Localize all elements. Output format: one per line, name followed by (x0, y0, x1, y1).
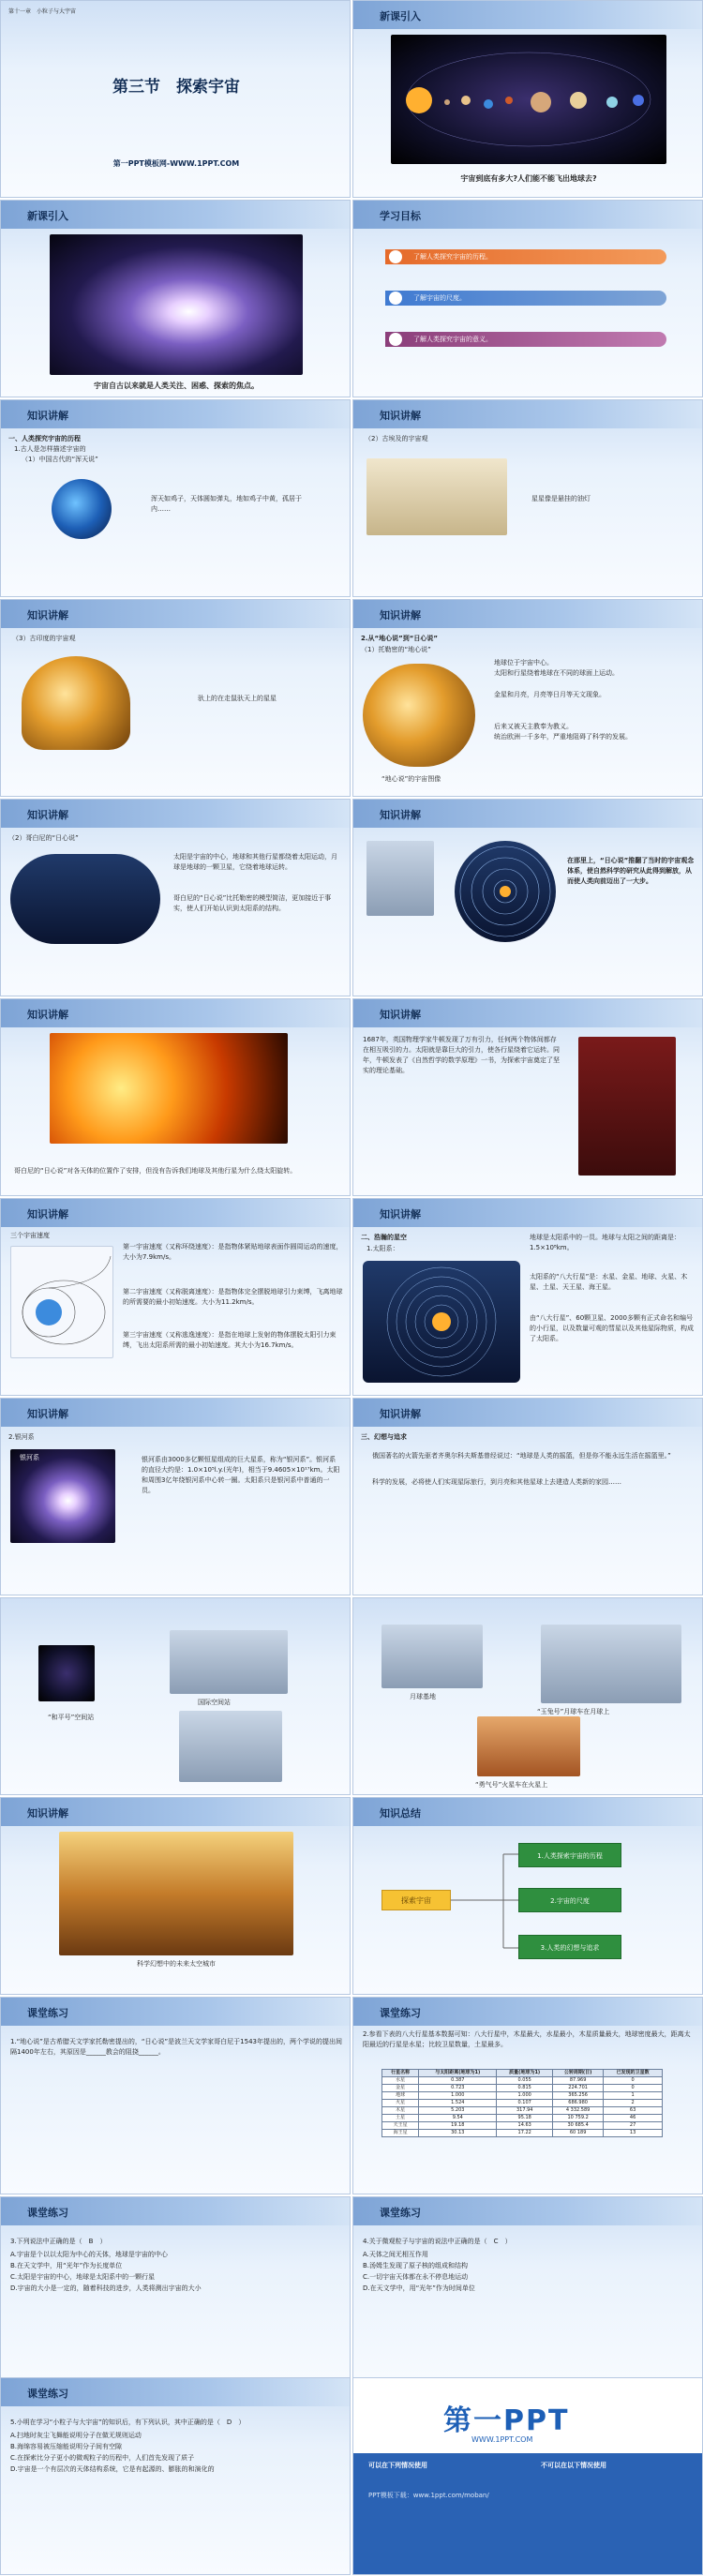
slide-16[interactable] (352, 1398, 703, 1595)
newton-body: 1687年，英国物理学家牛顿发现了万有引力，任何两个物体间都存在相互吸引的力。太阳就是靠巨大的引力，使各行星绕着它运转。同年，牛顿发表了《自然哲学的数学原理》一书，为探索宇宙奠定了坚实的理论基础。 (363, 1036, 560, 1074)
table-row (382, 2077, 663, 2085)
section-heading: 一、人类探究宇宙的历程 (8, 435, 81, 442)
table-row (382, 2085, 663, 2092)
table-cell: 0.107 (497, 2100, 553, 2107)
table-cell: 火星 (382, 2100, 419, 2107)
image-caption-moon-base: 月球基地 (410, 1693, 436, 1700)
image-caption-mir: “和平号”空间站 (48, 1714, 95, 1721)
slide-caption: 哥白尼的“日心说”对各天体的位置作了安排，但没有告诉我们地球及其他行星为什么绕太阳旋转。 (14, 1167, 297, 1175)
table-cell: 4 332.589 (553, 2107, 604, 2115)
theory-point-4: 后来又被天主教奉为教义。 (494, 723, 573, 730)
moon-base-image (381, 1625, 483, 1688)
slide-12[interactable] (352, 998, 703, 1196)
table-cell: 金星 (382, 2085, 419, 2092)
chapter-label: 第十一章 小粒子与大宇宙 (8, 8, 77, 15)
slide-title: 课堂练习 (380, 2207, 421, 2219)
footer-link[interactable]: PPT模板下载：www.1ppt.com/moban/ (368, 2492, 489, 2499)
slide-18[interactable] (352, 1597, 703, 1795)
table-cell: 木星 (382, 2107, 419, 2115)
orbit-rings (455, 841, 556, 942)
solar-system-body: 地球是太阳系中的一员。地球与太阳之间的距离是：1.5×10⁸km。 (530, 1234, 681, 1251)
slide-title: 新课引入 (380, 10, 421, 22)
cosmic-velocity-diagram (10, 1246, 113, 1358)
mir-station-image (38, 1645, 95, 1701)
planets-list: 太阳系的“八大行星”是：水星、金星、地球、火星、木星、土星、天王星、海王星。 (530, 1273, 688, 1291)
option-a: A.天体之间无相互作用 (363, 2251, 428, 2258)
egyptian-cosmos-image (366, 458, 507, 535)
slide-title: 知识讲解 (27, 1208, 68, 1221)
brand-url: WWW.1PPT.COM (471, 2435, 533, 2444)
exercise-2: 2.参看下表的八大行星基本数据可知：八大行星中，木星最大，水星最小，木星质量最大，地球密度最大，距离太阳最近的行星是水星；比较卫星数量，土星最多。 (363, 2030, 691, 2048)
slide-20[interactable] (352, 1797, 703, 1995)
slide-title: 知识总结 (380, 1807, 421, 1820)
goal-item-3 (385, 332, 666, 347)
table-cell: 30 685.4 (553, 2122, 604, 2130)
option-c: C.在探索比分子更小的微观粒子的历程中，人们首先发现了质子 (10, 2454, 195, 2462)
summary-item-1: 1.人类探索宇宙的历程 (518, 1843, 621, 1867)
galaxy-body: 银河系由3000多亿颗恒星组成的巨大星系，称为“银河系”。银河系的直径大约是：1.0×10⁵l.y.(光年)，相当于9.4605×10¹⁷km。太阳和周围3亿年绕银河系中心转一圈。太阳系只是银河系中普通的一员。 (142, 1456, 340, 1494)
table-cell: 水星 (382, 2077, 419, 2085)
slide-13[interactable] (0, 1198, 351, 1396)
topic-label: （3）古印度的宇宙观 (12, 635, 76, 642)
topic-body: 浑天如鸡子，天体圆如弹丸，地如鸡子中黄，孤居于内…… (151, 495, 302, 513)
solar-system-lineup-image (50, 1033, 288, 1144)
slide-caption: 科学幻想中的未来太空城市 (137, 1960, 216, 1968)
theory-point-2: 太阳和行星绕着地球在不同的球面上运动。 (494, 669, 619, 677)
slide-3[interactable] (0, 200, 351, 397)
option-b: B.在天文学中，用“光年”作为长度单位 (10, 2262, 123, 2269)
brand-logo: 第一PPT (443, 2404, 570, 2437)
copernicus-portrait (366, 841, 434, 916)
planet-data-table (381, 2069, 663, 2137)
slide-7[interactable] (0, 599, 351, 797)
slide-title: 课堂练习 (27, 2007, 68, 2019)
image-caption-iss: 国际空间站 (198, 1699, 231, 1706)
table-cell: 13 (604, 2130, 663, 2137)
slide-title: 第三节 探索宇宙 (112, 78, 240, 97)
table-cell: 天王星 (382, 2122, 419, 2130)
section-heading: 2.从“地心说”到“日心说” (361, 635, 438, 642)
slide-23[interactable] (0, 2196, 351, 2394)
goal-number: 1 (389, 250, 402, 263)
table-cell: 0 (604, 2085, 663, 2092)
theory-point-1: 地球位于宇宙中心。 (494, 659, 553, 666)
option-b: B.海绵容易被压缩能说明分子间有空隙 (10, 2443, 123, 2450)
solar-system-composition: 由“八大行星”、60颗卫星、2000多颗有正式命名和编号的小行星，以及数量可观的彗星以及其他星际物质，构成了太阳系。 (530, 1314, 694, 1342)
theory-significance: 在那里上，“日心说”推翻了当时的宇宙观念体系，使自然科学的研究从此得到解放，从而使人类向前迈出了一大步。 (567, 857, 695, 885)
slide-caption: 宇宙自古以来就是人类关注、困惑、探索的焦点。 (94, 382, 259, 390)
galaxy-image (50, 234, 303, 375)
table-row (382, 2130, 663, 2137)
slide-title: 知识讲解 (380, 609, 421, 622)
yutu-rover-image (541, 1625, 681, 1703)
slide-15[interactable] (0, 1398, 351, 1595)
exercise-1: 1.“地心说”是古希腊天文学家托勒密提出的，“日心说”是波兰天文学家哥白尼于1543年提出的，两个学说的提出间隔1400年左右，其原因是______教会的阻挠______。 (10, 2038, 342, 2056)
summary-center-box: 探索宇宙 (381, 1890, 451, 1910)
heliocentric-orbit-image (10, 854, 160, 944)
goal-number: 3 (389, 333, 402, 346)
slide-25[interactable] (0, 2377, 351, 2575)
planets-illustration (391, 35, 666, 164)
table-cell: 0 (604, 2077, 663, 2085)
topic-label: （1）托勒密的“地心说” (361, 646, 431, 653)
table-header-row (382, 2070, 663, 2077)
slide-26[interactable] (352, 2377, 703, 2575)
slide-14[interactable] (352, 1198, 703, 1396)
milky-way-image (10, 1449, 115, 1543)
image-caption: “地心说”的宇宙图像 (381, 775, 441, 783)
table-cell: 14.63 (497, 2122, 553, 2130)
slide-title: 知识讲解 (380, 809, 421, 821)
goal-label: 了解人类探究宇宙的历程。 (413, 253, 492, 261)
summary-item-3: 3.人类的幻想与追求 (518, 1935, 621, 1959)
table-cell: 1.000 (419, 2092, 497, 2100)
table-cell: 686.980 (553, 2100, 604, 2107)
slide-4[interactable] (352, 200, 703, 397)
goal-label: 了解宇宙的尺度。 (413, 294, 466, 302)
table-cell: 0.055 (497, 2077, 553, 2085)
option-b: B.汤姆生发现了原子核的组成和结构 (363, 2262, 469, 2269)
slide-title: 知识讲解 (27, 609, 68, 622)
usage-panel (353, 2453, 703, 2575)
heliocentric-diagram (455, 841, 556, 942)
disallowed-heading: 不可以在以下情况使用 (541, 2462, 606, 2469)
slide-title: 知识讲解 (380, 1408, 421, 1420)
table-cell: 17.22 (497, 2130, 553, 2137)
table-cell: 0.815 (497, 2085, 553, 2092)
iss-image-1 (170, 1630, 288, 1694)
table-cell: 365.256 (553, 2092, 604, 2100)
slide-title: 知识讲解 (27, 1408, 68, 1420)
column-header: 公转周期(日) (553, 2070, 604, 2077)
table-cell: 63 (604, 2107, 663, 2115)
goal-label: 了解人类探究宇宙的意义。 (413, 336, 492, 343)
table-cell: 1.524 (419, 2100, 497, 2107)
table-cell: 1.000 (497, 2092, 553, 2100)
theory-point-3: 金星和月亮，月亮等日月等天文现象。 (494, 691, 606, 698)
allowed-heading: 可以在下列情况使用 (368, 2462, 427, 2469)
table-cell: 地球 (382, 2092, 419, 2100)
goal-number: 2 (389, 292, 402, 305)
slide-24[interactable] (352, 2196, 703, 2394)
theory-point-1: 太阳是宇宙的中心，地球和其他行星都绕着太阳运动，月球是地球的一颗卫星，它绕着地球运转。 (173, 853, 337, 871)
table-cell: 30.13 (419, 2130, 497, 2137)
exercise-5-question: 5.小明在学习“小粒子与大宇宙”的知识后，有下列认识，其中正确的是（ D ） (10, 2419, 246, 2426)
iss-image-2 (179, 1711, 282, 1782)
table-row (382, 2122, 663, 2130)
theory-point-5: 统治欧洲一千多年，严重地阻碍了科学的发展。 (494, 733, 632, 741)
table-cell: 土星 (382, 2115, 419, 2122)
image-caption-yutu: “玉兔号”月球车在月球上 (537, 1708, 610, 1715)
option-a: A.宇宙是个以以太阳为中心的天体，地球是宇宙的中心 (10, 2251, 168, 2258)
table-cell: 224.701 (553, 2085, 604, 2092)
image-label: 银河系 (20, 1454, 39, 1461)
slide-title: 知识讲解 (27, 1009, 68, 1021)
option-a: A.扫地时灰尘飞舞能说明分子在做无规则运动 (10, 2432, 142, 2439)
goal-item-1 (385, 249, 666, 264)
planet-orbits (363, 1261, 520, 1383)
table-cell: 46 (604, 2115, 663, 2122)
slide-10[interactable] (352, 799, 703, 996)
table-cell: 5.203 (419, 2107, 497, 2115)
option-c: C.太阳是宇宙的中心，地球是太阳系中的一颗行星 (10, 2273, 156, 2281)
image-caption: 星星像是悬挂的油灯 (531, 495, 591, 502)
column-header: 行星名称 (382, 2070, 419, 2077)
exercise-4-question: 4.关于微观粒子与宇宙的说法中正确的是（ C ） (363, 2238, 512, 2245)
slide-17[interactable] (0, 1597, 351, 1795)
slide-11[interactable] (0, 998, 351, 1196)
section-subheading: 1.古人是怎样描述宇宙的 (14, 445, 86, 453)
velocity-1: 第一宇宙速度（又称环绕速度）：是指物体紧贴地球表面作圆周运动的速度，大小为7.9km/s。 (123, 1243, 343, 1261)
section-heading: 二、浩瀚的星空 (361, 1234, 407, 1241)
newton-book-cover (578, 1037, 676, 1176)
slide-5[interactable] (0, 399, 351, 597)
table-cell: 0.387 (419, 2077, 497, 2085)
slide-title: 知识讲解 (27, 1807, 68, 1820)
table-cell: 19.18 (419, 2122, 497, 2130)
slide-title: 课堂练习 (27, 2388, 68, 2400)
slide-title: 知识讲解 (27, 410, 68, 422)
column-header: 与太阳距离(地球为1) (419, 2070, 497, 2077)
orbit-curves (11, 1247, 114, 1359)
topic-label: 2.银河系 (8, 1433, 35, 1441)
solar-system-orbits-image (363, 1261, 520, 1383)
image-caption-spirit: “勇气号”火星车在火星上 (475, 1781, 548, 1789)
geocentric-model-image (363, 664, 475, 767)
slide-title: 课堂练习 (380, 2007, 421, 2019)
theory-point-2: 哥白尼的“日心说”比托勒密的模型简洁，更加接近于事实，使人们开始认识到太阳系的结构。 (173, 894, 332, 912)
topic-label: （2）哥白尼的“日心说” (8, 834, 79, 842)
column-header: 质量(地球为1) (497, 2070, 553, 2077)
slide-6[interactable] (352, 399, 703, 597)
table-cell: 1 (604, 2092, 663, 2100)
slide-title: 知识讲解 (380, 1009, 421, 1021)
slide-9[interactable] (0, 799, 351, 996)
exercise-3-question: 3.下列说法中正确的是（ B ） (10, 2238, 107, 2245)
indian-cosmos-image (22, 656, 130, 750)
slide-title: 新课引入 (27, 210, 68, 222)
slide-2[interactable] (352, 0, 703, 198)
slide-title: 知识讲解 (380, 410, 421, 422)
table-row (382, 2115, 663, 2122)
slide-caption: 宇宙到底有多大?人们能不能飞出地球去? (460, 174, 597, 183)
topic-label: 三个宇宙速度 (10, 1232, 50, 1239)
space-city-image (59, 1832, 293, 1955)
velocity-3: 第三宇宙速度（又称逃逸速度）：是指在地球上发射的物体摆脱太阳引力束缚，飞出太阳系所需的最小初始速度。其大小为16.7km/s。 (123, 1331, 337, 1349)
column-header: 已发现的卫星数 (604, 2070, 663, 2077)
table-cell: 0.723 (419, 2085, 497, 2092)
slide-title: 学习目标 (380, 210, 421, 222)
summary-item-2: 2.宇宙的尺度 (518, 1888, 621, 1912)
table-cell: 9.54 (419, 2115, 497, 2122)
quote-body: 俄国著名的火箭先驱者齐奥尔科夫斯基曾经说过：“地球是人类的摇篮，但是你不能永远生活在摇篮里。” (372, 1452, 671, 1460)
slide-title: 知识讲解 (380, 1208, 421, 1221)
table-cell: 2 (604, 2100, 663, 2107)
image-caption: 驮上的在走鼠驮天上的星星 (198, 695, 277, 702)
table-cell: 317.94 (497, 2107, 553, 2115)
slide-21[interactable] (0, 1997, 351, 2194)
table-body (382, 2077, 663, 2137)
option-d: D.宇宙是一个有层次的天体结构系统，它是有起源的、膨胀的和演化的 (10, 2465, 215, 2473)
slide-title: 知识讲解 (27, 809, 68, 821)
slide-19[interactable] (0, 1797, 351, 1995)
option-d: D.宇宙的大小是一定的，随着科技的进步，人类将测出宇宙的大小 (10, 2284, 202, 2292)
topic-label: （2）古埃及的宇宙观 (365, 435, 428, 442)
table-cell: 海王星 (382, 2130, 419, 2137)
table-row (382, 2100, 663, 2107)
velocity-2: 第二宇宙速度（又称脱离速度）：是指物体完全摆脱地球引力束缚，飞离地球的所需要的最小初始速度。大小为11.2km/s。 (123, 1288, 343, 1306)
topic-label: 1.太阳系： (366, 1245, 399, 1252)
table-cell: 95.18 (497, 2115, 553, 2122)
slide-title: 课堂练习 (27, 2207, 68, 2219)
future-body: 科学的发展，必将使人们实现星际旅行，到月亮和其他星球上去建造人类新的家园…… (372, 1478, 621, 1486)
table-row (382, 2092, 663, 2100)
slide-22[interactable] (352, 1997, 703, 2194)
spirit-rover-image (477, 1716, 580, 1776)
table-cell: 60 189 (553, 2130, 604, 2137)
table-row (382, 2107, 663, 2115)
solar-system-image (391, 35, 666, 164)
section-heading: 三、幻想与追求 (361, 1433, 407, 1441)
topic-label: （1）中国古代的“浑天说” (22, 456, 98, 463)
slide-8[interactable] (352, 599, 703, 797)
table-cell: 27 (604, 2122, 663, 2130)
option-d: D.在天文学中，用“光年”作为时间单位 (363, 2284, 475, 2292)
option-c: C.一切宇宙天体都在永不停息地运动 (363, 2273, 469, 2281)
table-cell: 10 759.2 (553, 2115, 604, 2122)
table-cell: 87.969 (553, 2077, 604, 2085)
goal-item-2 (385, 291, 666, 306)
slide-subtitle: 第一PPT模板网-WWW.1PPT.COM (112, 159, 240, 168)
slide-1[interactable] (0, 0, 351, 198)
celestial-sphere-image (52, 479, 112, 539)
